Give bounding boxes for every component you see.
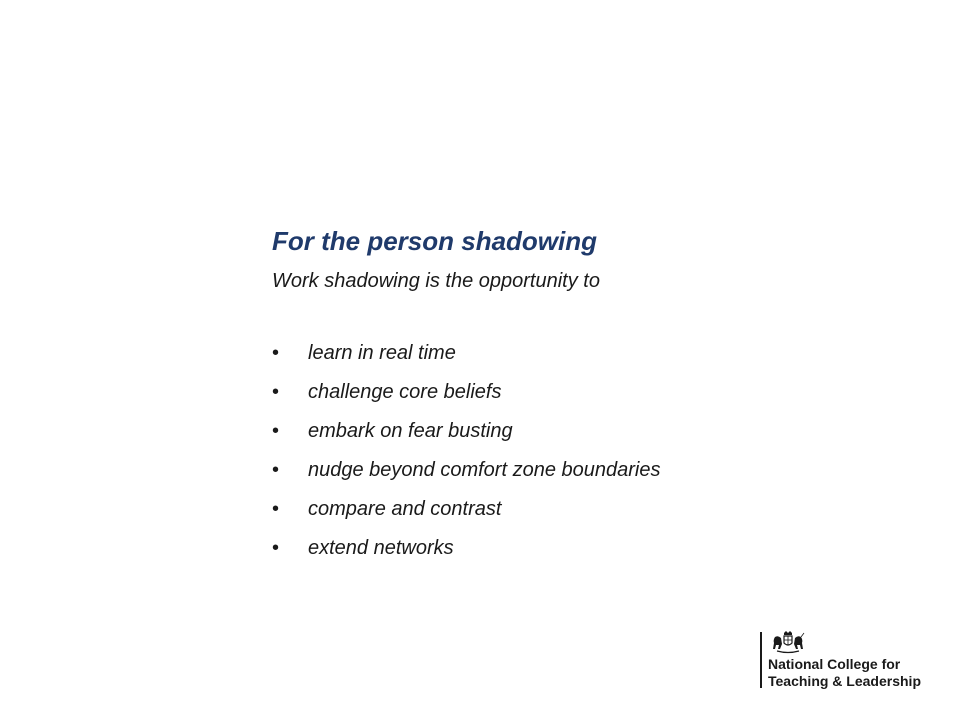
bullet-dot-icon: • (272, 420, 280, 442)
logo-line-2: Teaching & Leadership (768, 673, 921, 689)
bullet-dot-icon: • (272, 498, 280, 520)
bullet-text: nudge beyond comfort zone boundaries (308, 459, 661, 481)
bullet-item (272, 373, 892, 412)
bullet-text: compare and contrast (308, 498, 502, 520)
bullet-dot-icon: • (272, 459, 280, 481)
slide-content (272, 222, 892, 568)
logo-text (768, 656, 921, 690)
bullet-text: learn in real time (308, 342, 456, 364)
slide-subheading: Work shadowing is the opportunity to (272, 270, 600, 292)
bullet-dot-icon: • (272, 342, 280, 364)
bullet-text: challenge core beliefs (308, 381, 502, 403)
bullet-item (272, 490, 892, 529)
slide-heading: For the person shadowing (272, 226, 598, 256)
bullet-item (272, 412, 892, 451)
nctl-logo (760, 630, 930, 690)
logo-divider (760, 632, 762, 688)
bullet-item (272, 529, 892, 568)
bullet-dot-icon: • (272, 381, 280, 403)
royal-coat-of-arms-icon (771, 630, 805, 654)
bullet-text: embark on fear busting (308, 420, 513, 442)
bullet-item (272, 334, 892, 373)
bullet-text: extend networks (308, 537, 454, 559)
logo-line-1: National College for (768, 656, 901, 672)
bullet-dot-icon: • (272, 537, 280, 559)
bullet-list (272, 334, 892, 568)
bullet-item (272, 451, 892, 490)
